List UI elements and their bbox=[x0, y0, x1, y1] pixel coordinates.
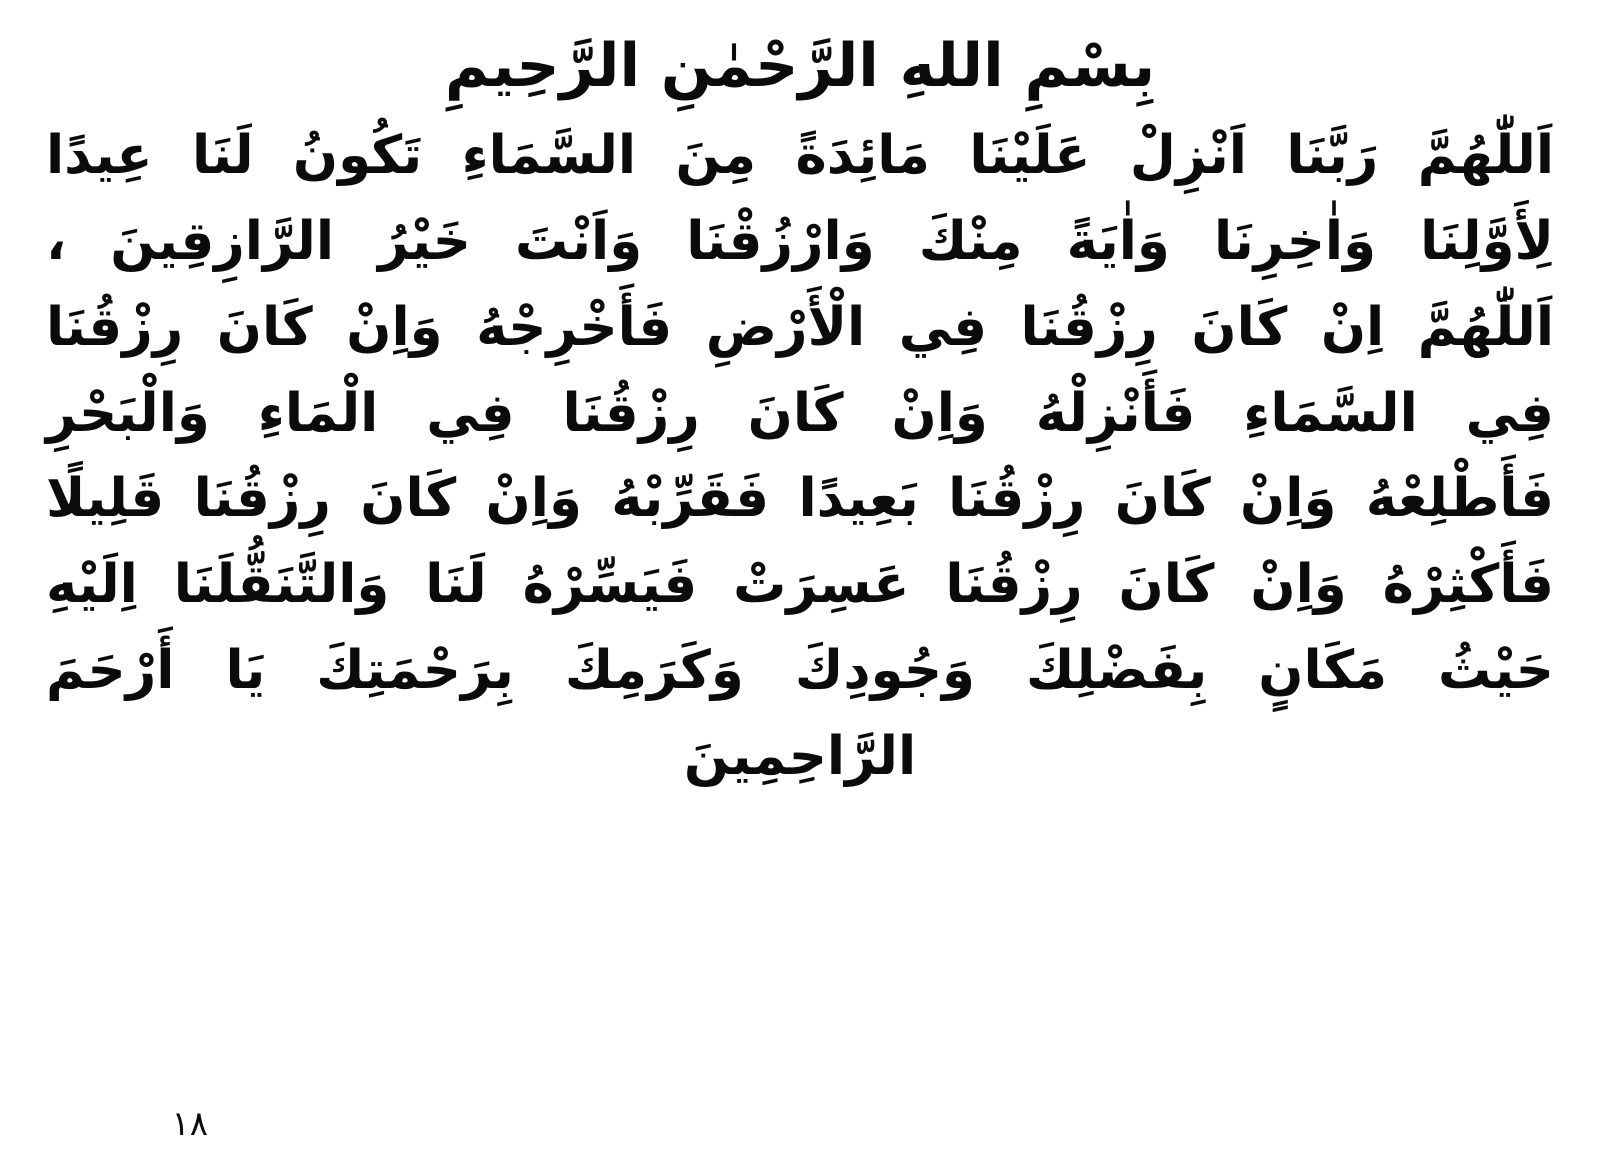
page-number: ١٨ bbox=[171, 1104, 208, 1144]
page-footer bbox=[48, 1104, 208, 1144]
basmala-heading: بِسْمِ اللهِ الرَّحْمٰنِ الرَّحِيمِ bbox=[444, 31, 1156, 101]
prayer-body-text: اَللّٰهُمَّ رَبَّنَا اَنْزِلْ عَلَيْنَا مَائِدَةً مِنَ السَّمَاءِ تَكُونُ لَنَا عِيدًا لِأَوَّلِنَا وَاٰخِرِنَا وَاٰيَةً مِنْكَ وَارْزُقْنَا وَاَنْتَ خَيْرُ الرَّازِقِينَ ، اَللّٰهُمَّ اِنْ كَانَ رِزْقُنَا فِي الْأَرْضِ فَأَخْرِجْهُ وَاِنْ كَانَ رِزْقُنَا فِي السَّمَاءِ فَأَنْزِلْهُ وَاِنْ كَانَ رِزْقُنَا فِي الْمَاءِ وَالْبَحْرِ فَأَطْلِعْهُ وَاِنْ كَانَ رِزْقُنَا بَعِيدًا فَقَرِّبْهُ وَاِنْ كَانَ رِزْقُنَا قَلِيلًا فَأَكْثِرْهُ وَاِنْ كَانَ رِزْقُنَا عَسِرَتْ فَيَسِّرْهُ لَنَا وَالتَّنَقُّلَنَا اِلَيْهِ حَيْثُ مَكَانٍ بِفَضْلِكَ وَجُودِكَ وَكَرَمِكَ بِرَحْمَتِكَ يَا أَرْحَمَ الرَّاحِمِينَ bbox=[46, 125, 1554, 788]
